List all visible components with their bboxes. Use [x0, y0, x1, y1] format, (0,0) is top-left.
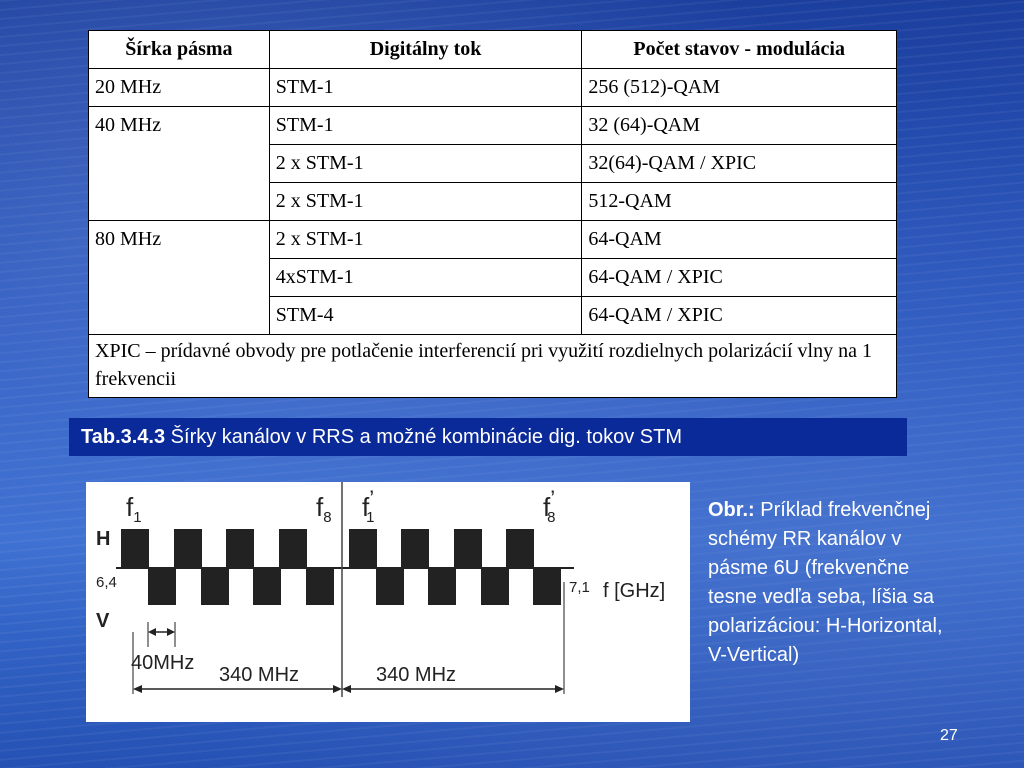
header-digital-flow: Digitálny tok [269, 31, 582, 69]
table-row [89, 221, 897, 259]
arrow-head [148, 628, 156, 636]
caption-text: Šírky kanálov v RRS a možné kombinácie dig. tokov STM [165, 426, 682, 448]
cell-flow: 2 x STM-1 [269, 221, 582, 259]
label-7-1: 7,1 [569, 579, 590, 596]
cell-modulation: 512-QAM [582, 183, 897, 221]
label-f1-prime: f’ 1 [362, 486, 375, 526]
table-header-row [89, 31, 897, 69]
v-channel-block [201, 567, 229, 605]
label-v: V [96, 610, 110, 632]
arrow-head [333, 685, 342, 693]
label-f8-prime: f’ 8 [543, 486, 556, 526]
table-caption [69, 418, 907, 456]
figure-description-label: Obr.: [708, 499, 755, 521]
channel-width-table [88, 30, 897, 398]
h-channel-block [279, 529, 307, 569]
cell-modulation: 64-QAM / XPIC [582, 297, 897, 335]
cell-bandwidth: 40 MHz [89, 107, 270, 221]
cell-flow: STM-4 [269, 297, 582, 335]
h-channel-block [401, 529, 429, 569]
v-channel-block [533, 567, 561, 605]
cell-flow: STM-1 [269, 69, 582, 107]
cell-modulation: 32(64)-QAM / XPIC [582, 145, 897, 183]
table-note-row [89, 335, 897, 398]
arrow-head [342, 685, 351, 693]
cell-modulation: 64-QAM / XPIC [582, 259, 897, 297]
label-h: H [96, 528, 111, 550]
v-channel-block [148, 567, 176, 605]
cell-flow: 2 x STM-1 [269, 145, 582, 183]
table-row [89, 69, 897, 107]
label-axis-f-ghz: f [GHz] [603, 580, 666, 602]
v-polarization-blocks [148, 567, 561, 605]
label-340mhz-left: 340 MHz [219, 664, 300, 686]
v-channel-block [253, 567, 281, 605]
arrow-head [167, 628, 175, 636]
v-channel-block [428, 567, 456, 605]
v-channel-block [306, 567, 334, 605]
cell-modulation: 32 (64)-QAM [582, 107, 897, 145]
arrow-head [555, 685, 564, 693]
v-channel-block [481, 567, 509, 605]
frequency-scheme-figure [86, 482, 690, 722]
page-number: 27 [940, 727, 958, 744]
table-row [89, 107, 897, 145]
table-note: XPIC – prídavné obvody pre potlačenie interferencií pri využití rozdielnych polarizácií vlny na 1 frekvencii [89, 335, 897, 398]
h-channel-block [226, 529, 254, 569]
caption-label: Tab.3.4.3 [81, 426, 166, 448]
figure-description-text: Príklad frekvenčnej schémy RR kanálov v pásme 6U (frekvenčne tesne vedľa seba, líšia sa polarizáciou: H-Horizontal, V-Vertical) [708, 499, 943, 666]
cell-flow: STM-1 [269, 107, 582, 145]
label-340mhz-right: 340 MHz [376, 664, 457, 686]
v-channel-block [376, 567, 404, 605]
cell-flow: 2 x STM-1 [269, 183, 582, 221]
header-bandwidth: Šírka pásma [89, 31, 270, 69]
label-f1: $f_1$ [126, 492, 142, 526]
label-6-4: 6,4 [96, 574, 117, 591]
cell-bandwidth: 20 MHz [89, 69, 270, 107]
arrow-head [133, 685, 142, 693]
frequency-scheme-diagram [86, 482, 690, 722]
label-40mhz: 40MHz [131, 652, 195, 674]
cell-flow: 4xSTM-1 [269, 259, 582, 297]
h-channel-block [121, 529, 149, 569]
cell-bandwidth: 80 MHz [89, 221, 270, 335]
h-channel-block [174, 529, 202, 569]
cell-modulation: 256 (512)-QAM [582, 69, 897, 107]
h-polarization-blocks [121, 529, 534, 569]
h-channel-block [506, 529, 534, 569]
header-modulation: Počet stavov - modulácia [582, 31, 897, 69]
label-f8: $f_8$ [316, 492, 332, 526]
cell-modulation: 64-QAM [582, 221, 897, 259]
h-channel-block [454, 529, 482, 569]
h-channel-block [349, 529, 377, 569]
figure-description [708, 496, 958, 670]
